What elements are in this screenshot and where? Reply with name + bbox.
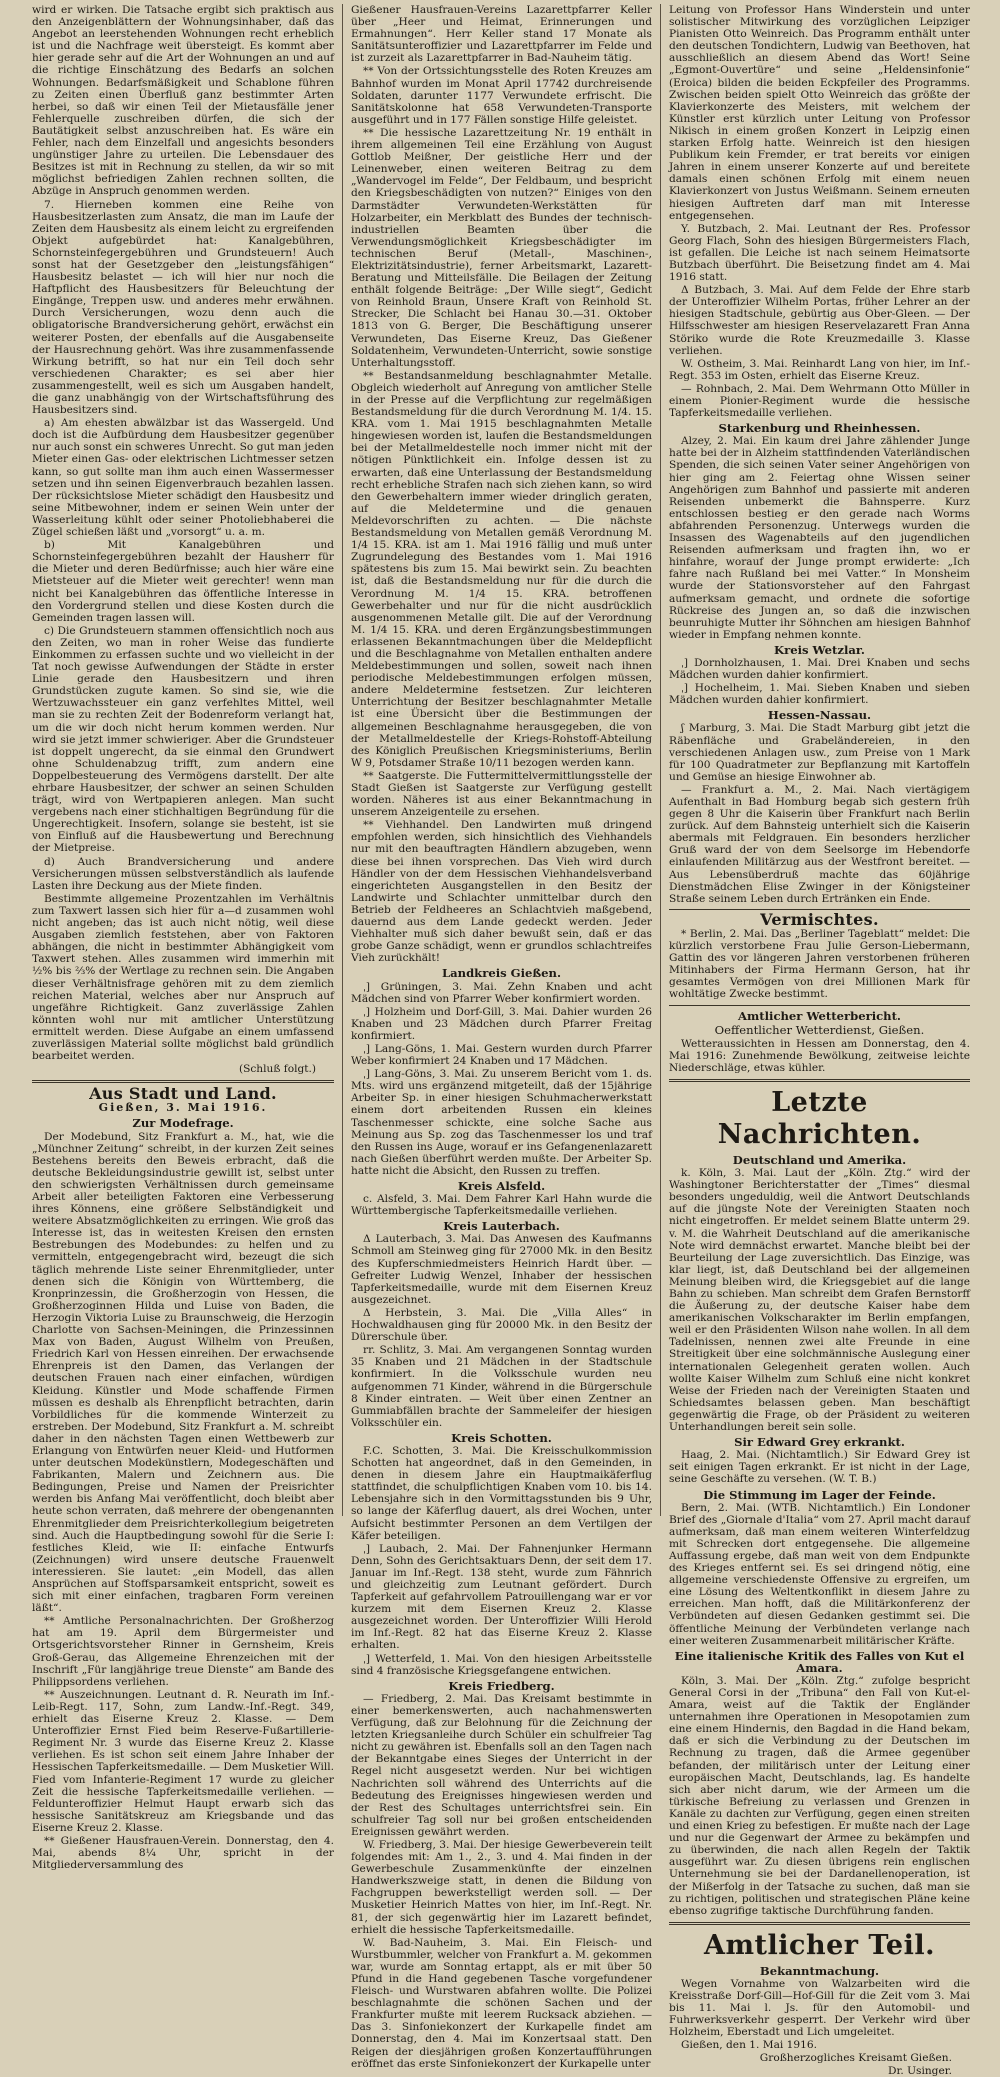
article-paragraph: b) Mit Kanalgebühren und Schornsteinfegergebühren bezahlt der Hausherr für die Mieter und deren Bedürfnisse; auch hier wäre eine Mietsteuer auf die Mieter weit gerechter! wenn man nicht bei Kanalgebühren das öffentliche Interesse in den Vordergrund stellen und diese Kosten durch die Gemeinden tragen lassen will. [32,539,334,624]
news-item: k. Köln, 3. Mai. Laut der „Köln. Ztg.“ wird der Washingtoner Berichterstatter der „Times“ diesmal besonders ungeduldig, weil die Antwort Deutschlands auf die jüngste Note der Vereinigten Staaten noch nicht eingetroffen. Er meldet seinem Blatte unterm 29. v. M. die Wahrheit Deutschland auf die amerikanische Note wird demnächst erwartet. Manche bleibt bei der Beurteilung der Lage zuversichtlich. Das Einzige, was klar liegt, ist, daß Deutschland bei der allgemeinen Meinung bleiben wird, die Kriegsgebiet auf die lange Bahn zu schieben. Man schreibt dem Grafen Bernstorff die Äußerung zu, der deutsche Kaiser habe dem amerikanischen Volkscharakter im Berlin empfangen, weil er den Präsidenten Wilson nahe wollen. In all dem Tadelnissen, nennen zwei alte Freunde in eine Streitigkeit über eine solchmännische Auslegung einer internationalen Gelegenheit geraten wollen. Auch wollte Kaiser Wilhelm zum Schluß eine nicht konkret Weise der Frieden nach der Vereinigten Staaten und Schiedsamtes belassen geben. Man beschäftigt gegenwärtig die Frage, ob der Präsident zu weiteren Unterhandlungen bereit sein solle. [669,1167,970,1434]
notice-signature: Dr. Usinger. [887,2064,952,2077]
article-paragraph: ** Gießener Hausfrauen-Verein. Donnerstag, den 4. Mai, abends 8¼ Uhr, spricht in der Mitgliederversammlung des [32,1834,334,1872]
notice-date: Gießen, den 1. Mai 1916. [681,2039,817,2052]
news-item: Köln, 3. Mai. Der „Köln. Ztg.“ zufolge bespricht General Corsi in der „Tribuna“ den Fall von Kut-el-Amara, weist auf die Taktik der Engländer unternahmen ihre Operationen in Mesopotamien zum eine einem Hindernis, den Bagdad in die Hand bekam, daß er sich die Verbindung zu der Deutschen im Rechnung zu tragen, daß die Armee gegenüber befanden, der militärisch unter der Leitung einer europäischen Macht, Deutschlands, lag. Es handelte sich aber nicht darum, wie der Armeen um die türkische Befreiung zu verlassen und Grenzen in Kanäle zu dachten zur Verfügung, gegen einen streiten und einen Krieg zu befestigen. Er mußte nach der Lage und nur die Gegenwart der Armee zu bekämpfen und zu überwinden, die nach allen Regeln der Taktik ausgeführt war. Zu diesen übrigens rein englischen Unternehmung sie bei der Dardanellenoperation, ist der Mißerfolg in der Tatsache zu suchen, daß man sie zu richtigen, politischen und strategischen Pläne keine ebenso zugrifige taktische Durchführung fanden. [669,1674,970,1917]
news-item: * Berlin, 2. Mai. Das „Berliner Tageblatt“ meldet: Die kürzlich verstorbene Frau Julie Gerson-Liebermann, Gattin des vor längeren Jahren verstorbenen früheren Mitinhabers der Firma Hermann Gerson, hat ihr gesamtes Vermögen von drei Millionen Mark für wohltätige Zwecke bestimmt. [669,927,970,1001]
weather-heading: Amtlicher Wetterbericht. [738,1008,901,1023]
district-heading: Kreis Lauterbach. [443,1219,560,1234]
news-item: — Friedberg, 2. Mai. Das Kreisamt bestimmte in einer bemerkenswerten, auch nachahmenswerten Verfügung, daß zur Belohnung für die Zeichnung der letzten Kriegsanleihe durch Schüler ein schulfreier Tag nicht zu gewähren ist. Ebenfalls soll an den Tagen nach der Bekanntgabe eines Sieges der Unterricht in der Regel nicht ausgesetzt werden. Nur bei wichtigen Nachrichten soll während des Unterrichts auf die Bedeutung des Ereignisses hingewiesen werden und der Rest des Schultages unterrichtsfrei sein. Ein schulfreier Tag soll nur bei großen entscheidenden Ereignissen gewährt werden. [351,1692,652,1838]
news-item: Δ Herbstein, 3. Mai. Die „Villa Alles“ in Hochwaldhausen ging für 20000 Mk. in den Besitz der Dürerschule über. [351,1306,652,1344]
article-paragraph: wird er wirken. Die Tatsache ergibt sich praktisch aus den Anzeigenblättern der Wohnungsinhaber, daß das Angebot an leerstehenden Wohnungen recht erheblich ist und die Nachfrage weit übersteigt. Es kommt aber hier gerade sehr auf die Art der Wohnungen an und auf die richtige Einschätzung des Bedarfs an solchen Wohnungen. Bedarfsmäßigkeit und Schablone führen zu Zeiten einen Überfluß ganz bestimmter Arten herbei, so daß wir einen Teil der Mietausfälle jener Fehlerquelle zuschreiben dürfen, die sich der Bautätigkeit selbst anzuschreiben hat. Es wäre ein Fehler, nach dem Einzelfall und angesichts besonders ungünstiger Jahre zu urteilen. Die Lebensdauer des Besitzes ist mit in Rechnung zu stellen, da wir so mit möglichst befriedigen Zahlen rechnen sollten, die Abzüge in Anspruch genommen werden. [32,4,334,198]
news-item: Δ Butzbach, 3. Mai. Auf dem Felde der Ehre starb der Unteroffizier Wilhelm Portas, früher Lehrer an der hiesigen Stadtschule, gebürtig aus Ober-Gleen. — Der Hilfsschwester am hiesigen Reservelazarett Fran Anna Störiko wurde die Rote Kreuzmedaille 3. Klasse verliehen. [669,284,970,357]
district-heading: Kreis Wetzlar. [774,642,865,657]
article-paragraph: ** Bestandsanmeldung beschlagnahmter Metalle. Obgleich wiederholt auf Anregung von amtlicher Stelle in der Presse auf die Verpflichtung zur regelmäßigen Bestandsmeldung für die durch Verordnung M. 1/4. 15. KRA. vom 1. Mai 1915 beschlagnahmten Metalle hingewiesen worden ist, laufen die Bestandsmeldungen bei der Metallmeldestelle noch immer nicht mit der nötigen Pünktlichkeit ein. Infolge dessen ist zu erwarten, daß eine Unterlassung der Bestandsmeldung recht erhebliche Strafen nach sich ziehen kann, so wird den Gewerbehaltern immer wieder dringlich geraten, auf die Meldetermine und die genauen Meldevorschriften zu achten. — Die nächste Bestandsmeldung von Metallen gemäß Verordnung M. 1/4 15. KRA. ist am 1. Mai 1916 fällig und muß unter Zugrundelegung des Bestandes vom 1. Mai 1916 spätestens bis zum 15. Mai bewirkt sein. Zu beachten ist, daß die Bestandsmeldung nur für die durch die Verordnung M. 1/4 15. KRA. betroffenen Gewerbehalter und nur für die nicht ausdrücklich ausgenommenen Metalle gilt. Die auf der Verordnung M. 1/4 15. KRA. und deren Ergänzungsbestimmungen erlassenen Bekanntmachungen über die Meldepflicht und die Beschlagnahme von Metallen enthalten andere Meldebestimmungen und sollen, soweit nach ihnen periodische Meldebestimmungen erfolgen müssen, andere Meldetermine festsetzen. Zur leichteren Unterrichtung der Besitzer beschlagnahmter Metalle ist eine Übersicht über die Bestimmungen der allgemeinen Beschlagnahme herausgegeben, die von der Metallmeldestelle der Kriegs-Rohstoff-Abteilung des Königlich Preußischen Kriegsministeriums, Berlin W 9, Potsdamer Straße 10/11 bezogen werden kann. [351,369,652,769]
news-item: Haag, 2. Mai. (Nichtamtlich.) Sir Edward Grey ist seit einigen Tagen erkrankt. Er ist nicht in der Lage, seine Geschäfte zu versehen. (W. T. B.) [669,1449,970,1486]
section-title-official: Amtlicher Teil. [704,1929,935,1961]
news-item: ˌ] Hochelheim, 1. Mai. Sieben Knaben und sieben Mädchen wurden dahier konfirmiert. [669,682,970,707]
section-divider [32,1080,334,1083]
article-title: Eine italienische Kritik des Falles von Kut el Amara. [674,1648,965,1675]
article-paragraph: Leitung von Professor Hans Winderstein und unter solistischer Mitwirkung des vorzüglichen Leipziger Pianisten Otto Weinreich. Das Programm enthält unter den deutschen Tondichtern, Ludwig van Beethoven, hat ausschließlich an diesem Abend das Wort! Seine „Egmont-Ouvertüre“ und seine „Heldensinfonie“ (Eroica) bilden die beiden Eckpfeiler des Programms. Zwischen beiden spielt Otto Weinreich das größte der Klavierkonzerte des Meisters, mit welchem der Künstler erst kürzlich unter Leitung von Professor Nikisch in einem großen Konzert in Leipzig einen starken Erfolg hatte. Weinreich ist den hiesigen Publikum kein Fremder, er trat bereits vor einigen Jahren in einem unserer Konzerte auf und bereitete damals einen schönen Erfolg mit einem neuen Klavierkonzert von Justus Weißmann. Seinem erneuten hiesigen Auftreten darf man mit Interesse entgegensehen. [669,4,970,222]
news-item: Δ Lauterbach, 3. Mai. Das Anwesen des Kaufmanns Schmoll am Steinweg ging für 27000 Mk. in den Besitz des Kupferschmiedmeisters Heinrich Hardt über. — Gefreiter Ludwig Wenzel, Inhaber der hessischen Tapferkeitsmedaille, wurde mit dem Eisernen Kreuz ausgezeichnet. [351,1233,652,1306]
article-paragraph: d) Auch Brandversicherung und andere Versicherungen müssen selbstverständlich als laufende Lasten ihre Deckung aus der Miete finden. [32,855,334,892]
section-divider [669,1922,970,1925]
news-item: Y. Butzbach, 2. Mai. Leutnant der Res. Professor Georg Flach, Sohn des hiesigen Bürgermeisters Flach, ist gefallen. Die Leiche ist nach seinem Heimatsorte Butzbach überführt. Die Beisetzung findet am 4. Mai 1916 statt. [669,222,970,284]
article-paragraph: ** Die hessische Lazarettzeitung Nr. 19 enthält in ihrem allgemeinen Teil eine Erzählung von August Gottlob Meißner, Der geistliche Herr und der Leinenweber, einen weiteren Beitrag zu dem „Wandervogel im Felde“, Der Feldbaum, und bespricht den Kriegsbeschädigten von nutzen?“ Einiges von den Darmstädter Verwundeten-Werkstätten für Holzarbeiter, ein Merkblatt des Bundes der technisch-industriellen Beamten über die Verwendungsmöglichkeit Kriegsbeschädigter im technischen Beruf (Metall-, Maschinen-, Elektrizitätsindustrie), ferner Arbeitsmarkt, Lazarett-Beratung und Mitteilsfälle. Die Beilagen der Zeitung enthält folgende Beiträge: „Der Wille siegt“, Gedicht von Reinhold Braun, Unsere Kraft von Reinhold St. Strecker, Die Schlacht bei Hanau 30.—31. Oktober 1813 von G. Berger, Die Beschäftigung unserer Verwundeten, Das Eiserne Kreuz, Das Gießener Soldatenheim, Verwundeten-Unterricht, sowie sonstige Unterhaltungsstoff. [351,126,652,369]
article-title: Zur Modefrage. [132,1116,234,1131]
news-item: ˌ] Holzheim und Dorf-Gill, 3. Mai. Dahier wurden 26 Knaben und 23 Mädchen durch Pfarrer Freitag konfirmiert. [351,1005,652,1042]
section-title-latest-news: Letzte Nachrichten. [717,1086,922,1150]
news-item: — Frankfurt a. M., 2. Mai. Nach viertägigem Aufenthalt in Bad Homburg begab sich gestern früh gegen 8 Uhr die Kaiserin über Frankfurt nach Berlin zurück. Auf dem Bahnsteig unterhielt sich die Kaiserin abermals mit Feldgrauen. Ein besonders herzlicher Gruß ward der von dem Seelsorge im Hebendorfe einlaufenden Militärzug aus der Westfront bereitet. — Aus Lebensüberdruß machte das 60jährige Dienstmädchen Elise Zwinger in der Königsteiner Straße seinem Leben durch Ertränken ein Ende. [669,783,970,905]
news-item: W. Bad-Nauheim, 3. Mai. Ein Fleisch- und Wurstbummler, welcher von Frankfurt a. M. gekommen war, wurde am Sonntag ertappt, als er mit über 50 Pfund in die Hand gegebenen Tasche vorgefundener Fleisch- und Wurstwaren abfahren wollte. Die Polizei beschlagnahmte die schönen Sachen und der Frankfurter mußte mit leerem Rucksack abziehen. — Das 3. Sinfoniekonzert der Kurkapelle findet am Donnerstag, den 4. Mai im Konzertsaal statt. Den Reigen der diesjährigen großen Konzertaufführungen eröffnet das erste Sinfoniekonzert der Kurkapelle unter [351,1936,652,2070]
district-heading: Landkreis Gießen. [441,966,562,981]
section-title: Vermischtes. [760,909,879,929]
news-item: Bern, 2. Mai. (WTB. Nichtamtlich.) Ein Londoner Brief des „Giornale d'Italia“ vom 27. April macht darauf aufmerksam, daß man einem weiteren Winterfeldzug mit Schrecken dort entgegensehe. Die allgemeine Auffassung ergebe, daß man weit von dem Endpunkte des Krieges entfernt sei. Es sei dringend nötig, eine allgemeine verschiedenste Offensive zu ergreifen, um eine Lösung des Weltentkonflikt in diesem Jahre zu erreichen. Man hofft, daß die Militärkonferenz der Verbündeten auf diesen Gedanken gestimmt sei. Die öffentliche Meinung der Verbündeten verlange nach einer weiteren Zusammenarbeit militärischer Kräfte. [669,1501,970,1647]
news-item: W. Ostheim, 3. Mai. Reinhardt Lang von hier, im Inf.-Regt. 353 im Osten, erhielt das Eiserne Kreuz. [669,357,970,382]
news-item: ʃ Marburg, 3. Mai. Die Stadt Marburg gibt jetzt die Räbenfläche und Grabeländereien, in den verschiedenen Anlagen usw., zum Preise von 1 Mark für 100 Quadratmeter zur Bepflanzung mit Kartoffeln und Gemüse an hiesige Einwohner ab. [669,722,970,783]
article-paragraph: ** Viehhandel. Den Landwirten muß dringend empfohlen werden, sich hinsichtlich des Viehhandels nur mit den beauftragten Händlern abzugeben, wenn diese bei ihnen vorsprechen. Das Vieh wird durch Händler von der dem Hessischen Viehhandelsverband eingerichteten Ausgangstellen in den Besitz der Landwirte und Schlachter unmittelbar durch den Betrieb der Feldheeres an Schlachtvieh maßgebend, dauernd aus dem Lande gedeckt werden. Jeder Viehhalter muß sich daher bewußt sein, daß er das grobe Ganze schädigt, wenn er grundlos schlachtreifes Vieh zurückhält! [351,819,652,965]
district-heading: Starkenburg und Rheinhessen. [718,421,921,436]
district-heading: Kreis Friedberg. [448,1678,555,1693]
news-item: — Rohnbach, 2. Mai. Dem Wehrmann Otto Müller in einem Pionier-Regiment wurde die hessische Tapferkeitsmedaille verliehen. [669,382,970,420]
column-1 [24,4,342,1872]
article-paragraph: ** Amtliche Personalnachrichten. Der Großherzog hat am 19. April dem Bürgermeister und Ortsgerichtsvorsteher Rinner in Gernsheim, Kreis Groß-Gerau, das Allgemeine Ehrenzeichen mit der Inschrift „Für langjährige treue Dienste“ am Bande des Philippsordens verliehen. [32,1615,334,1688]
article-title: Die Stimmung im Lager der Feinde. [703,1487,936,1502]
district-heading: Kreis Schotten. [451,1430,552,1445]
article-title: Bekanntmachung. [759,1963,880,1978]
article-paragraph: Bestimmte allgemeine Prozentzahlen im Verhältnis zum Taxwert lassen sich hier für a—d zusammen wohl nicht angeben; das ist auch nicht nötig, weil diese Ausgaben ziemlich feststehen, aber von Faktoren abhängen, die nicht in bestimmter Abhängigkeit vom Taxwert stehen. Alles zusammen wird immerhin mit ½% bis ⅔% der Wertlage zu rechnen sein. Die Angaben dieser Verhältnisfrage gehören mit zu dem ziemlich reichen Material, welches aber nur Anspruch auf ungefähre Richtigkeit. Ganz zuverlässige Zahlen könnten wohl nur mit amtlicher Unterstützung ermittelt werden. Diese Aufgabe an einem umfassend zuverlässigen Material sollte möglichst bald gründlich bearbeitet werden. [32,892,334,1063]
district-heading: Kreis Alsfeld. [457,1179,546,1193]
news-item: Alzey, 2. Mai. Ein kaum drei Jahre zählender Junge hatte bei der in Alzheim stattfindenden Vaterländischen Spenden, die sich seinen Vater seiner Angehörigen von hier ging am 2. Feiertag ohne Wissen seiner Angehörigen zum Bahnhof und passierte mit anderen Reisenden unbemerkt die Bahnsperre. Kurz entschlossen bestieg er den gerade nach Worms abfahrenden Personenzug. Unterwegs wurden die Insassen des Wagenabteils auf den jugendlichen Reisenden aufmerksam und fragten ihn, wo er hinfahre, worauf der Junge prompt erwiderte: „Ich fahre nach Rußland bei mei Vatter.“ In Monsheim wurde der Stationsvorsteher auf den Fahrgast aufmerksam gemacht, und ordnete die sofortige Rückreise des Jungen an, so daß die inzwischen beunruhigte Mutter ihr Söhnchen am hiesigen Bahnhof wieder in Empfang nehmen konnte. [669,435,970,641]
news-item: ˌ] Grüningen, 3. Mai. Zehn Knaben und acht Mädchen sind von Pfarrer Weber konfirmiert worden. [351,980,652,1005]
section-divider [669,1005,970,1006]
to-be-continued: (Schluß folgt.) [238,1063,316,1076]
article-title: Deutschland und Amerika. [732,1152,907,1167]
weather-subheading: Oeffentlicher Wetterdienst, Gießen. [714,1022,925,1037]
article-paragraph: 7. Hierneben kommen eine Reihe von Hausbesitzerlasten zum Ansatz, die man im Laufe der Zeiten dem Hausbesitz als einem leicht zu ergreifenden Objekt aufgebürdet hat: Kanalgebühren, Schornsteinfegergebühren und Grundsteuern! Auch sonst hat der Gesetzgeber den „leistungsfähigen“ Hausbesitz belastet — ich will hier nur noch die Haftpflicht des Hausbesitzers für Beleuchtung der Eingänge, Treppen usw. und anderes mehr erwähnen. Durch Versicherungen, wozu denn auch die obligatorische Brandversicherung gehört, erwächst ein weiterer Posten, der ebenfalls auf die Ausgabenseite der Hausrechnung gehört. Was ihre zusammenfassende Wirkung betrifft, so hat nur ein Teil doch sehr verschiedenen Charakter; es sei aber hier zusammengestellt, weil es sich um Ausgaben handelt, die ganz unabhängig von der Wirtschaftsführung des Hausbesitzers sind. [32,198,334,417]
article-paragraph: ** Von der Ortssichtungsstelle des Roten Kreuzes am Bahnhof wurden im Monat April 17742 durchreisende Soldaten, darunter 1177 Verwundete erfrischt. Die Sanitätskolonne hat 658 Verwundeten-Transporte ausgeführt und in 177 Fällen sonstige Hilfe geleistet. [351,65,652,126]
article-paragraph: ** Auszeichnungen. Leutnant d. R. Neurath im Inf.-Leib-Regt. 117, Sohn, zum Landw.-Inf.-Regt. 349, erhielt das Eiserne Kreuz 2. Klasse. — Dem Unteroffizier Ernst Fied beim Reserve-Fußartillerie-Regiment Nr. 3 wurde das Eiserne Kreuz 2. Klasse verliehen. Es ist schon seit einem Jahre Inhaber der Hessischen Tapferkeitsmedaille. — Dem Musketier Will. Fied vom Infanterie-Regiment 17 wurde zu gleicher Zeit die hessische Tapferkeitsmedaille verliehen. — Feldunteroffizier Helmut Haupt erwarb sich das hessische Sanitätskreuz am Kriegsbande und das Eiserne Kreuz 2. Klasse. [32,1688,334,1834]
article-paragraph: a) Am ehesten abwälzbar ist das Wassergeld. Und doch ist die Aufbürdung dem Hausbesitzer gegenüber nur auch sonst ein schweres Unrecht. So gut man jeden Mieter einen Gas- oder elektrischen Lichtmesser setzen kann, so gut sollte man ihm auch einen Wassermesser setzen und ihn seinen Eigenverbrauch bezahlen lassen. Der rücksichtslose Mieter schädigt den Hausbesitz und seine Mitbewohner, indem er seinen Wein unter der Wasserleitung kühlt oder seiner Photoliebhaberei die Zügel schießen läßt und „vorsorgt“ u. a. m. [32,417,334,539]
news-item: rr. Schlitz, 3. Mai. Am vergangenen Sonntag wurden 35 Knaben und 21 Mädchen in der Stadtschule konfirmiert. In die Volksschule wurden neu aufgenommen 71 Kinder, während in die Bürgerschule 8 Kinder eintraten. — Weit über einen Zentner an Gummiabfällen brachte der Sammeleifer der hiesigen Volksschüler ein. [351,1344,652,1429]
article-paragraph: c) Die Grundsteuern stammen offensichtlich noch aus den Zeiten, wo man in roher Weise das fundierte Einkommen zu erfassen suchte und wo vielleicht in der Tat noch gewisse Aufwendungen der Städte in erster Linie gerade den Hausbesitzern und ihren Grundstücken zugute kamen. So sind sie, wie die Wertzuwachssteuer ein ganz verfehltes Mittel, weil man sie zu rechten Zeit der Bodenreform verlangt hat, um die wir doch nicht herum kommen werden. Nur wird sie jetzt immer schwieriger. Aber die Grundsteuer ist doppelt ungerecht, da sie einmal den Grundwert ohne Schuldenabzug trifft, zum andern eine Doppelbesteuerung des Vermögens darstellt. Der alte ehrbare Hausbesitzer, der schwer an seinen Schulden trägt, wird von Wertpapieren anlegen. Man sucht vergebens nach einer stichhaltigen Begründung für die Ungerechtigkeit. Insofern, solange sie besteht, ist sie von Einfluß auf die Hausbewertung und Berechnung der Mietpreise. [32,624,334,855]
news-item: ˌ] Dornholzhausen, 1. Mai. Drei Knaben und sechs Mädchen wurden dahier konfirmiert. [669,656,970,682]
district-heading: Hessen-Nassau. [767,708,872,723]
section-divider [669,1079,970,1082]
news-item: W. Friedberg, 3. Mai. Der hiesige Gewerbeverein teilt folgendes mit: Am 1., 2., 3. und 4. Mai finden in der Gewerbeschule Zusammenkünfte der einzelnen Handwerkszweige statt, in denen die Bildung von Fachgruppen bewerkstelligt werden soll. — Der Musketier Heinrich Mattes von hier, im Inf.-Regt. Nr. 81, der sich gegenwärtig hier im Lazarett befindet, erhielt die hessische Tapferkeitsmedaille. [351,1838,652,1936]
news-item: F.C. Schotten, 3. Mai. Die Kreisschulkommission Schotten hat angeordnet, daß in den Gemeinden, in denen in diesem Jahre ein Hauptmaikäferflug stattfindet, die schulpflichtigen Knaben vom 10. bis 14. Lebensjahre sich in den Vormittagsstunden bis 9 Uhr, so lange der Käferflug dauert, als drei Wochen, unter Aufsicht bestimmter Personen an dem Vertilgen der Käfer beteiligen. [351,1444,652,1542]
notice-authority: Großherzogliches Kreisamt Gießen. [759,2052,952,2065]
news-item: ˌ] Lang-Göns, 3. Mai. Zu unserem Bericht vom 1. ds. Mts. wird uns ergänzend mitgeteilt, daß der 15jährige Arbeiter Sp. in einer hiesigen Schuhmacherwerkstatt einem dort arbeitenden Russen ein kleines Taschenmesser schickte, eine solche Sache aus Meinung aus Sp. zog das Taschenmesser los und traf den Russen ins Auge, worauf er ins Gefangenenlazarett nach Gießen überführt werden mußte. Der Arbeiter Sp. hatte nicht die Absicht, den Russen zu treffen. [351,1068,652,1177]
article-paragraph: Der Modebund, Sitz Frankfurt a. M., hat, wie die „Münchner Zeitung“ schreibt, in der kurzen Zeit seines Bestehens bereits den Beweis erbracht, daß die deutsche Bekleidungsindustrie gewillt ist, selbst unter den schwierigsten Verhältnissen durch gemeinsame Arbeit aller beteiligten Faktoren eine Verbesserung ihres Könnens, eine größere Selbständigkeit und weitere Absatzmöglichkeiten zu erringen. Wie groß das Interesse ist, das in weitesten Kreisen den ernsten Bestrebungen des Modebundes: zu helfen und zu vermitteln, entgegengebracht wird, bezeugt die sich täglich mehrende Liste seiner Ehrenmitglieder, unter denen sich die Königin von Württemberg, die Kronprinzessin, die Großherzogin von Hessen, die Großherzoginnen Hilda und Luise von Baden, die Herzogin Viktoria Luise zu Braunschweig, die Herzogin Charlotte von Sachsen-Meiningen, die Prinzessinnen Max von Baden, August Wilhelm von Preußen, Friedrich Karl von Hessen einreihen. Der erwachsende Ehrenpreis ist den Damen, das Verlangen der deutschen Frauen nach einer einfachen, würdigen Kleidung. Künstler und Mode schaffende Firmen müssen es deshalb als Ehrenpflicht betrachten, darin Vorbildliches für die kommende Winterzeit zu erstreben. Der Modebund, Sitz Frankfurt a. M. schreibt daher in den nächsten Tagen einen Wettbewerb zur Erlangung von Entwürfen neuer Kleid- und Hutformen unter deutschen Modekünstlern, Modegeschäften und Fabrikanten, Malern und Zeichnern aus. Die Bedingungen, Preise und Namen der Preisrichter werden bis Anfang Mai veröffentlicht, doch bleibt aber heute schon verraten, daß mehrere der obengenannten Ehrenmitglieder dem Preisrichterkollegium beigetreten sind. Auch die Hauptbedingung sowohl für die Serie I: festliches Kleid, wie II: einfache Entwurfs (Zeichnungen) wird unsere deutsche Frauenwelt interessieren. Sie lautet: „ein Modell, das allen Ansprüchen auf Stoffsparsamkeit entspricht, soweit es sich mit einer einfachen, tragbaren Form vereinen läßt“. [32,1130,334,1615]
weather-forecast: Wetteraussichten in Hessen am Donnerstag, den 4. Mai 1916: Zunehmende Bewölkung, zeitweise leichte Niederschläge, etwas kühler. [669,1037,970,1074]
article-title: Sir Edward Grey erkrankt. [734,1435,905,1450]
section-title: Aus Stadt und Land. [89,1084,277,1104]
column-2 [342,4,660,2070]
news-item: ˌ] Wetterfeld, 1. Mai. Von den hiesigen Arbeitsstelle sind 4 französische Kriegsgefangene entwichen. [351,1652,652,1677]
news-item: ˌ] Laubach, 2. Mai. Der Fahnenjunker Hermann Denn, Sohn des Gerichtsaktuars Denn, der seit dem 17. Januar im Inf.-Regt. 138 steht, wurde zum Fähnrich und gleichzeitig zum Leutnant gefördert. Durch Tapferkeit auf gefahrvollem Patrouillengang war er vor kurzem mit dem Eisernen Kreuz 2. Klasse ausgezeichnet worden. Der Unteroffizier Willi Herold im Inf.-Regt. 82 hat das Eiserne Kreuz 2. Klasse erhalten. [351,1542,652,1652]
news-item: c. Alsfeld, 3. Mai. Dem Fahrer Karl Hahn wurde die Württembergische Tapferkeitsmedaille verliehen. [351,1193,652,1218]
official-notice: Wegen Vornahme von Walzarbeiten wird die Kreisstraße Dorf-Gill—Hof-Gill für die Zeit vom 3. Mai bis 11. Mai l. Js. für den Automobil- und Fuhrwerksverkehr gesperrt. Der Verkehr wird über Holzheim, Eberstadt und Lich umgeleitet. [669,1977,970,2039]
dateline: Gießen, 3. Mai 1916. [98,1101,268,1115]
article-paragraph: ** Saatgerste. Die Futtermittelvermittlungsstelle der Stadt Gießen ist Saatgerste zur Verfügung gestellt worden. Näheres ist aus einer Bekanntmachung in unserem Anzeigenteile zu ersehen. [351,769,652,819]
column-3 [660,4,978,2077]
article-paragraph: Gießener Hausfrauen-Vereins Lazarettpfarrer Keller über „Heer und Heimat, Erinnerungen und Ermahnungen“. Herr Keller stand 17 Monate als Sanitätsunteroffizier und Lazarettpfarrer im Felde und ist zurzeit als Lazarettpfarrer in Bad-Nauheim tätig. [351,4,652,65]
news-item: ˌ] Lang-Göns, 1. Mai. Gestern wurden durch Pfarrer Weber konfirmiert 24 Knaben und 17 Mädchen. [351,1042,652,1068]
